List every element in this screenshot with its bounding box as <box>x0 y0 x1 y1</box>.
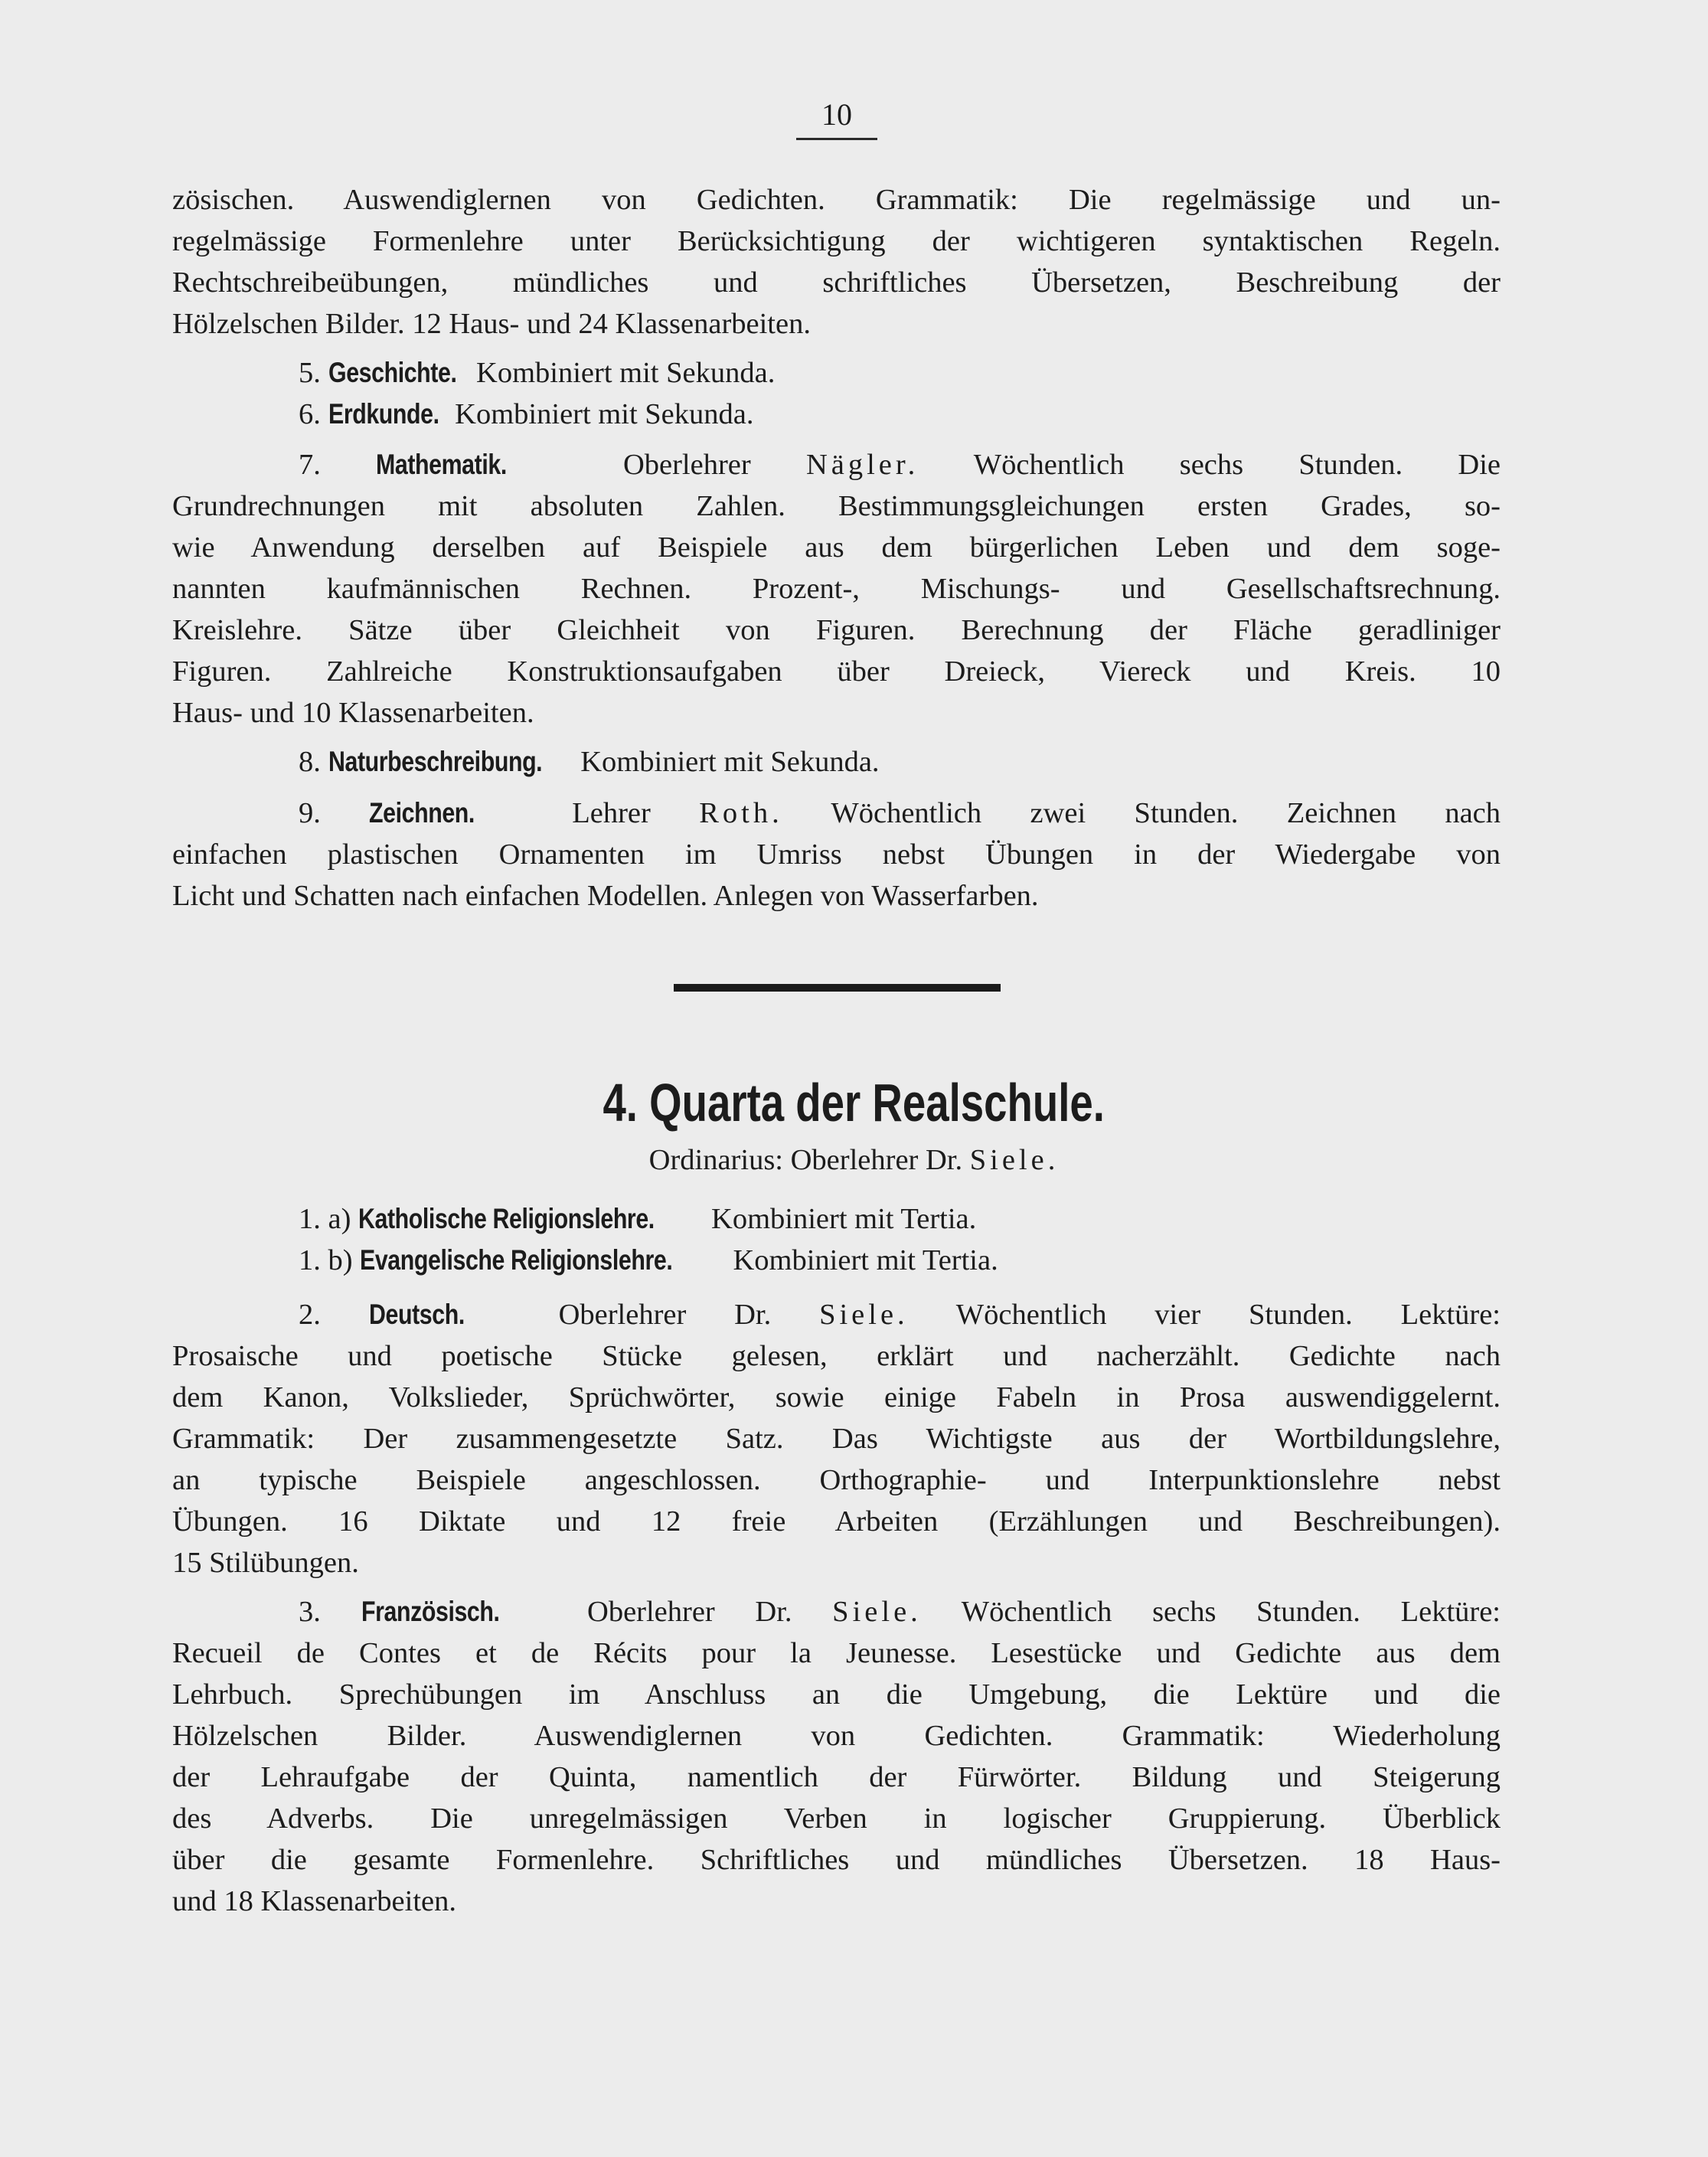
text-line: Hölzelschen Bilder. Auswendiglernen von Gedichten. Grammatik: Wiederholung <box>172 1720 1501 1752</box>
subject-first-line-rest: Wöchentlich vier Stunden. Lektüre: <box>955 1299 1501 1331</box>
subject-name: Evangelische Religionslehre. <box>360 1244 673 1276</box>
teacher-prefix: Oberlehrer <box>622 449 751 481</box>
teacher-name: Siele. <box>832 1596 922 1628</box>
text-line: Rechtschreibeübungen, mündliches und schriftliches Übersetzen, Beschreibung der <box>172 266 1501 299</box>
text-line: Figuren. Zahlreiche Konstruktionsaufgaben über Dreieck, Viereck und Kreis. 10 <box>172 655 1501 688</box>
subject-zeichnen <box>172 793 1501 917</box>
subject-franzoesisch <box>172 1591 1501 1922</box>
subject-name: Geschichte. <box>328 357 456 388</box>
subject-heading-line <box>172 1240 1501 1281</box>
teacher-prefix: Oberlehrer Dr. <box>587 1596 792 1628</box>
subject-deutsch <box>172 1294 1501 1583</box>
subject-mathematik <box>172 444 1501 734</box>
text-line: an typische Beispiele angeschlossen. Orthographie- und Interpunktionslehre nebst <box>172 1464 1501 1496</box>
subject-name: Deutsch. <box>368 1299 465 1330</box>
subject-note: Kombiniert mit Tertia. <box>733 1244 998 1276</box>
subject-name: Erdkunde. <box>328 398 439 430</box>
section-title <box>0 1072 1708 1133</box>
subject-number: 3. <box>299 1596 321 1628</box>
subject-name: Französisch. <box>361 1596 500 1627</box>
text-line: 15 Stilübungen. <box>172 1547 359 1579</box>
subject-note: Kombiniert mit Sekunda. <box>580 746 880 778</box>
subject-name: Mathematik. <box>376 449 507 480</box>
section-title-text: 4. Quarta der Realschule. <box>603 1073 1105 1132</box>
subject-heading-line <box>172 1294 1501 1335</box>
text-line: Hölzelschen Bilder. 12 Haus- und 24 Klassenarbeiten. <box>172 308 811 340</box>
subject-number: 6. <box>299 398 321 430</box>
subject-first-line-rest: Wöchentlich sechs Stunden. Lektüre: <box>961 1596 1501 1628</box>
subject-erdkunde <box>172 394 1501 435</box>
text-line: Licht und Schatten nach einfachen Modellen. Anlegen von Wasserfarben. <box>172 880 1039 912</box>
text-line: Übungen. 16 Diktate und 12 freie Arbeiten (Erzählungen und Beschreibungen). <box>172 1505 1501 1538</box>
subject-evangelische-religionslehre <box>172 1240 1501 1281</box>
subject-number: 5. <box>299 357 321 389</box>
subject-heading-line <box>172 1198 1501 1240</box>
subject-note: Kombiniert mit Sekunda. <box>476 357 776 389</box>
ordinarius-line <box>0 1139 1708 1181</box>
teacher-name: Roth. <box>699 797 783 829</box>
text-line: regelmässige Formenlehre unter Berücksichtigung der wichtigeren syntaktischen Regeln. <box>172 225 1501 257</box>
subject-number: 2. <box>299 1299 321 1331</box>
text-line: Recueil de Contes et de Récits pour la Jeunesse. Lesestücke und Gedichte aus dem <box>172 1637 1501 1669</box>
text-line: Lehrbuch. Sprechübungen im Anschluss an die Umgebung, die Lektüre und die <box>172 1678 1501 1711</box>
subject-name: Naturbeschreibung. <box>328 746 542 777</box>
text-line: einfachen plastischen Ornamenten im Umriss nebst Übungen in der Wiedergabe von <box>172 838 1501 871</box>
subject-number: 7. <box>299 449 321 481</box>
subject-heading-line <box>172 444 1501 485</box>
text-line: Prosaische und poetische Stücke gelesen, erklärt und nacherzählt. Gedichte nach <box>172 1340 1501 1372</box>
text-line: zösischen. Auswendiglernen von Gedichten. Grammatik: Die regelmässige und un- <box>172 184 1501 216</box>
subject-name: Katholische Religionslehre. <box>358 1203 655 1234</box>
subject-first-line-rest: Wöchentlich sechs Stunden. Die <box>973 449 1501 481</box>
text-line: wie Anwendung derselben auf Beispiele aus dem bürgerlichen Leben und dem soge- <box>172 531 1501 564</box>
subject-heading-line <box>172 394 1501 435</box>
text-line: dem Kanon, Volkslieder, Sprüchwörter, sowie einige Fabeln in Prosa auswendiggelernt. <box>172 1381 1501 1413</box>
subject-heading-line <box>172 793 1501 834</box>
ordinarius-prefix: Ordinarius: Oberlehrer Dr. <box>648 1144 963 1176</box>
page-number-underline <box>796 138 877 140</box>
subject-naturbeschreibung <box>172 741 1501 783</box>
subject-number: 1. a) <box>299 1203 351 1235</box>
page-number: 10 <box>821 97 852 132</box>
text-line: nannten kaufmännischen Rechnen. Prozent-, Mischungs- und Gesellschaftsrechnung. <box>172 573 1501 605</box>
subject-number: 1. b) <box>299 1244 353 1276</box>
text-line: Haus- und 10 Klassenarbeiten. <box>172 697 534 729</box>
text-line: des Adverbs. Die unregelmässigen Verben in logischer Gruppierung. Überblick <box>172 1802 1501 1835</box>
subject-katholische-religionslehre <box>172 1198 1501 1240</box>
subject-first-line-rest: Wöchentlich zwei Stunden. Zeichnen nach <box>831 797 1501 829</box>
subject-name: Zeichnen. <box>369 797 475 828</box>
subject-heading-line <box>172 741 1501 783</box>
subject-heading-line <box>172 352 1501 394</box>
subject-number: 8. <box>299 746 321 778</box>
text-line: und 18 Klassenarbeiten. <box>172 1885 456 1917</box>
text-line: Kreislehre. Sätze über Gleichheit von Figuren. Berechnung der Fläche geradliniger <box>172 614 1501 646</box>
subject-note: Kombiniert mit Tertia. <box>711 1203 977 1235</box>
ordinarius-name: Siele. <box>969 1144 1060 1176</box>
continuation-paragraph <box>172 179 1501 345</box>
teacher-prefix: Lehrer <box>572 797 651 829</box>
subject-geschichte <box>172 352 1501 394</box>
teacher-prefix: Oberlehrer Dr. <box>558 1299 772 1331</box>
text-line: Grundrechnungen mit absoluten Zahlen. Bestimmungsgleichungen ersten Grades, so- <box>172 490 1501 522</box>
text-line: über die gesamte Formenlehre. Schriftliches und mündliches Übersetzen. 18 Haus- <box>172 1844 1501 1876</box>
subject-note: Kombiniert mit Sekunda. <box>455 398 754 430</box>
text-line: der Lehraufgabe der Quinta, namentlich der Fürwörter. Bildung und Steigerung <box>172 1761 1501 1793</box>
subject-number: 9. <box>299 797 321 829</box>
teacher-name: Nägler. <box>805 449 919 481</box>
text-line: Grammatik: Der zusammengesetzte Satz. Das Wichtigste aus der Wortbildungslehre, <box>172 1423 1501 1455</box>
subject-heading-line <box>172 1591 1501 1632</box>
section-divider <box>674 984 1001 992</box>
teacher-name: Siele. <box>819 1299 909 1331</box>
